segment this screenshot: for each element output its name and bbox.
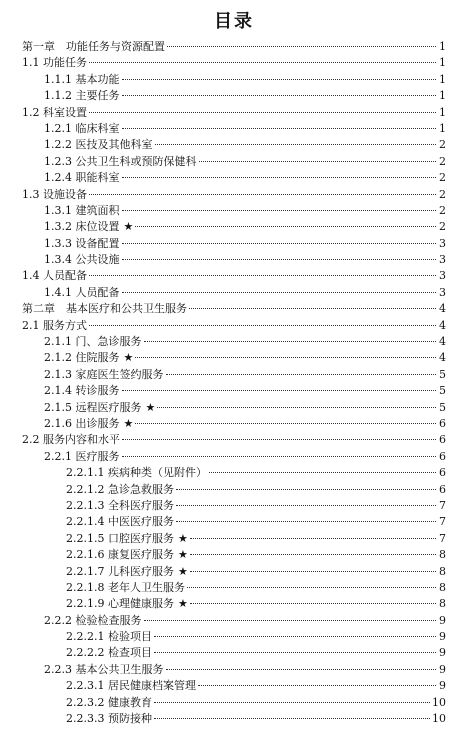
- dot-leader: [122, 128, 437, 129]
- toc-entry[interactable]: [22, 432, 446, 448]
- toc-entry-label: 2.2.2 检验检查服务: [44, 613, 142, 627]
- toc-entry-label: 2.1.3 家庭医生签约服务: [44, 367, 164, 381]
- toc-entry-label: 2.1.5 远程医疗服务: [44, 400, 142, 414]
- toc-entry[interactable]: [22, 449, 446, 465]
- toc-entry-page-number: 1: [439, 121, 446, 135]
- toc-entry-label: 第一章 功能任务与资源配置: [22, 40, 165, 53]
- toc-entry-page-number: 2: [439, 203, 446, 217]
- dot-leader: [122, 259, 437, 260]
- star-icon: ★: [177, 597, 188, 611]
- star-icon: ★: [177, 548, 188, 562]
- dot-leader: [89, 62, 436, 63]
- toc-entry-page-number: 9: [439, 630, 446, 644]
- dot-leader: [176, 521, 436, 522]
- toc-entry-page-number: 2: [439, 154, 446, 168]
- dot-leader: [122, 456, 437, 457]
- toc-entry[interactable]: [22, 498, 446, 514]
- toc-entry[interactable]: [22, 39, 446, 55]
- dot-leader: [189, 308, 436, 309]
- toc-entry-label: 2.1.4 转诊服务: [44, 384, 120, 398]
- toc-entry-label: 2.2.1.8 老年人卫生服务: [66, 580, 185, 594]
- dot-leader: [135, 226, 436, 227]
- toc-entry-page-number: 3: [439, 285, 446, 299]
- toc-entry[interactable]: [22, 350, 446, 366]
- toc-entry-page-number: 6: [439, 433, 446, 447]
- toc-entry[interactable]: [22, 55, 446, 71]
- star-icon: ★: [177, 564, 188, 578]
- dot-leader: [144, 341, 437, 342]
- toc-entry-label: 1.2.4 职能科室: [44, 171, 120, 185]
- toc-entry-page-number: 5: [439, 367, 446, 381]
- toc-entry-page-number: 2: [439, 220, 446, 234]
- toc-entry-page-number: 8: [439, 564, 446, 578]
- toc-entry-page-number: 2: [439, 171, 446, 185]
- toc-entry-page-number: 9: [439, 662, 446, 676]
- star-icon: ★: [123, 416, 134, 430]
- toc-entry-page-number: 6: [439, 449, 446, 463]
- toc-entry-label: 1.4.1 人员配备: [44, 285, 120, 299]
- toc-entry[interactable]: [22, 629, 446, 645]
- toc-entry-label: 第二章 基本医疗和公共卫生服务: [22, 302, 187, 316]
- toc-entry-page-number: 3: [439, 236, 446, 250]
- toc-entry[interactable]: [22, 318, 446, 334]
- toc-entry-label: 1.1.1 基本功能: [44, 72, 120, 86]
- toc-entry-page-number: 2: [439, 187, 446, 201]
- toc-entry-label: 2.2.1.2 急诊急救服务: [66, 482, 174, 496]
- toc-entry-label: 1.3.1 建筑面积: [44, 203, 120, 217]
- dot-leader: [89, 194, 436, 195]
- toc-entry[interactable]: [22, 137, 446, 153]
- toc-entry[interactable]: [22, 72, 446, 88]
- dot-leader: [187, 587, 436, 588]
- dot-leader: [154, 702, 430, 703]
- toc-entry-label: 1.1.2 主要任务: [44, 89, 120, 103]
- toc-entry-page-number: 6: [439, 482, 446, 496]
- star-icon: ★: [177, 531, 188, 545]
- toc-entry-page-number: 4: [439, 318, 446, 332]
- toc-title: 目录: [214, 11, 254, 32]
- dot-leader: [166, 669, 437, 670]
- toc-entry[interactable]: [22, 252, 446, 268]
- toc-entry-page-number: 1: [439, 40, 446, 53]
- toc-entry-page-number: 9: [439, 613, 446, 627]
- star-icon: ★: [123, 351, 134, 365]
- toc-entry-page-number: 6: [439, 466, 446, 480]
- toc-entry-label: 2.2.1.5 口腔医疗服务: [66, 531, 174, 545]
- toc-entry[interactable]: [22, 711, 446, 727]
- toc-entry-label: 2.2.3.1 居民健康档案管理: [66, 679, 196, 693]
- toc-entry[interactable]: [22, 268, 446, 284]
- toc-entry[interactable]: [22, 695, 446, 711]
- dot-leader: [167, 46, 436, 47]
- dot-leader: [122, 390, 437, 391]
- dot-leader: [122, 79, 437, 80]
- toc-entry-label: 1.3.2 床位设置: [44, 220, 120, 234]
- toc-entry[interactable]: [22, 596, 446, 612]
- toc-entry-label: 1.3 设施设备: [22, 187, 87, 201]
- toc-entry[interactable]: [22, 170, 446, 186]
- dot-leader: [198, 685, 436, 686]
- dot-leader: [176, 505, 436, 506]
- dot-leader: [190, 554, 436, 555]
- toc-entry-label: 2.2.3.2 健康教育: [66, 695, 152, 709]
- toc-entry[interactable]: [22, 613, 446, 629]
- toc-list: [22, 39, 446, 727]
- toc-entry[interactable]: [22, 236, 446, 252]
- toc-entry-page-number: 10: [432, 712, 446, 726]
- dot-leader: [89, 325, 436, 326]
- toc-entry[interactable]: [22, 531, 446, 547]
- dot-leader: [154, 636, 436, 637]
- toc-entry-page-number: 3: [439, 269, 446, 283]
- toc-entry-label: 2.1.1 门、急诊服务: [44, 335, 142, 349]
- dot-leader: [190, 603, 436, 604]
- dot-leader: [154, 652, 436, 653]
- toc-entry[interactable]: [22, 465, 446, 481]
- toc-entry[interactable]: [22, 645, 446, 661]
- dot-leader: [122, 292, 437, 293]
- toc-entry-label: 2.2 服务内容和水平: [22, 433, 120, 447]
- dot-leader: [135, 357, 436, 358]
- toc-entry[interactable]: [22, 547, 446, 563]
- toc-entry-label: 1.1 功能任务: [22, 56, 87, 70]
- toc-entry-page-number: 1: [439, 72, 446, 86]
- dot-leader: [176, 489, 436, 490]
- toc-entry-label: 2.1.6 出诊服务: [44, 416, 120, 430]
- toc-entry-page-number: 5: [439, 384, 446, 398]
- toc-entry-label: 2.2.1.4 中医医疗服务: [66, 515, 174, 529]
- toc-entry-label: 1.2 科室设置: [22, 105, 87, 119]
- toc-entry[interactable]: [22, 400, 446, 416]
- toc-entry-page-number: 7: [439, 531, 446, 545]
- toc-entry[interactable]: [22, 482, 446, 498]
- toc-entry[interactable]: [22, 334, 446, 350]
- toc-entry[interactable]: [22, 514, 446, 530]
- toc-entry[interactable]: [22, 203, 446, 219]
- toc-entry-page-number: 2: [439, 138, 446, 152]
- toc-entry-page-number: 10: [432, 695, 446, 709]
- toc-entry-label: 2.2.1.7 儿科医疗服务: [66, 564, 174, 578]
- toc-entry[interactable]: [22, 564, 446, 580]
- toc-entry[interactable]: [22, 105, 446, 121]
- toc-entry-page-number: 1: [439, 105, 446, 119]
- toc-entry-page-number: 7: [439, 498, 446, 512]
- dot-leader: [199, 161, 437, 162]
- toc-entry[interactable]: [22, 367, 446, 383]
- dot-leader: [190, 571, 436, 572]
- toc-entry[interactable]: [22, 187, 446, 203]
- toc-entry-label: 2.2.2.2 检查项目: [66, 646, 152, 660]
- toc-entry[interactable]: [22, 580, 446, 596]
- toc-entry-page-number: 9: [439, 646, 446, 660]
- star-icon: ★: [123, 220, 134, 234]
- toc-entry-label: 1.2.2 医技及其他科室: [44, 138, 153, 152]
- toc-entry-page-number: 8: [439, 580, 446, 594]
- toc-entry-page-number: 1: [439, 89, 446, 103]
- toc-entry[interactable]: [22, 301, 446, 317]
- dot-leader: [154, 718, 430, 719]
- dot-leader: [122, 95, 437, 96]
- dot-leader: [144, 620, 437, 621]
- dot-leader: [155, 144, 437, 145]
- toc-entry-label: 2.1 服务方式: [22, 318, 87, 332]
- toc-entry-label: 2.2.1 医疗服务: [44, 449, 120, 463]
- toc-entry-label: 1.3.4 公共设施: [44, 253, 120, 267]
- dot-leader: [89, 112, 436, 113]
- toc-entry-label: 2.2.2.1 检验项目: [66, 630, 152, 644]
- toc-entry-page-number: 5: [439, 400, 446, 414]
- toc-entry-label: 2.2.1.1 疾病种类（见附件）: [66, 466, 207, 480]
- toc-entry[interactable]: [22, 219, 446, 235]
- dot-leader: [209, 472, 436, 473]
- toc-entry[interactable]: [22, 416, 446, 432]
- toc-entry[interactable]: [22, 383, 446, 399]
- toc-entry[interactable]: [22, 121, 446, 137]
- star-icon: ★: [145, 400, 156, 414]
- toc-entry-label: 2.2.1.3 全科医疗服务: [66, 498, 174, 512]
- toc-entry-page-number: 7: [439, 515, 446, 529]
- toc-entry-page-number: 6: [439, 416, 446, 430]
- toc-entry-label: 1.3.3 设备配置: [44, 236, 120, 250]
- dot-leader: [122, 439, 436, 440]
- toc-entry[interactable]: [22, 154, 446, 170]
- toc-entry-label: 2.1.2 住院服务: [44, 351, 120, 365]
- dot-leader: [122, 243, 437, 244]
- toc-entry-page-number: 8: [439, 548, 446, 562]
- toc-entry-page-number: 4: [439, 335, 446, 349]
- dot-leader: [122, 177, 437, 178]
- toc-entry-label: 1.4 人员配备: [22, 269, 87, 283]
- toc-entry-page-number: 3: [439, 253, 446, 267]
- toc-entry-label: 1.2.1 临床科室: [44, 121, 120, 135]
- dot-leader: [122, 210, 437, 211]
- toc-entry-page-number: 9: [439, 679, 446, 693]
- toc-entry-page-number: 4: [439, 351, 446, 365]
- dot-leader: [89, 275, 436, 276]
- toc-entry-label: 2.2.3 基本公共卫生服务: [44, 662, 164, 676]
- toc-entry[interactable]: [22, 285, 446, 301]
- toc-entry-page-number: 4: [439, 302, 446, 316]
- toc-entry-page-number: 1: [439, 56, 446, 70]
- dot-leader: [157, 407, 436, 408]
- toc-entry[interactable]: [22, 678, 446, 694]
- dot-leader: [190, 538, 436, 539]
- toc-entry-label: 2.2.1.6 康复医疗服务: [66, 548, 174, 562]
- toc-entry-page-number: 8: [439, 597, 446, 611]
- toc-entry-label: 2.2.1.9 心理健康服务: [66, 597, 174, 611]
- toc-entry-label: 1.2.3 公共卫生科或预防保健科: [44, 154, 197, 168]
- toc-entry[interactable]: [22, 662, 446, 678]
- toc-entry-label: 2.2.3.3 预防接种: [66, 712, 152, 726]
- dot-leader: [135, 423, 436, 424]
- dot-leader: [166, 374, 437, 375]
- toc-entry[interactable]: [22, 88, 446, 104]
